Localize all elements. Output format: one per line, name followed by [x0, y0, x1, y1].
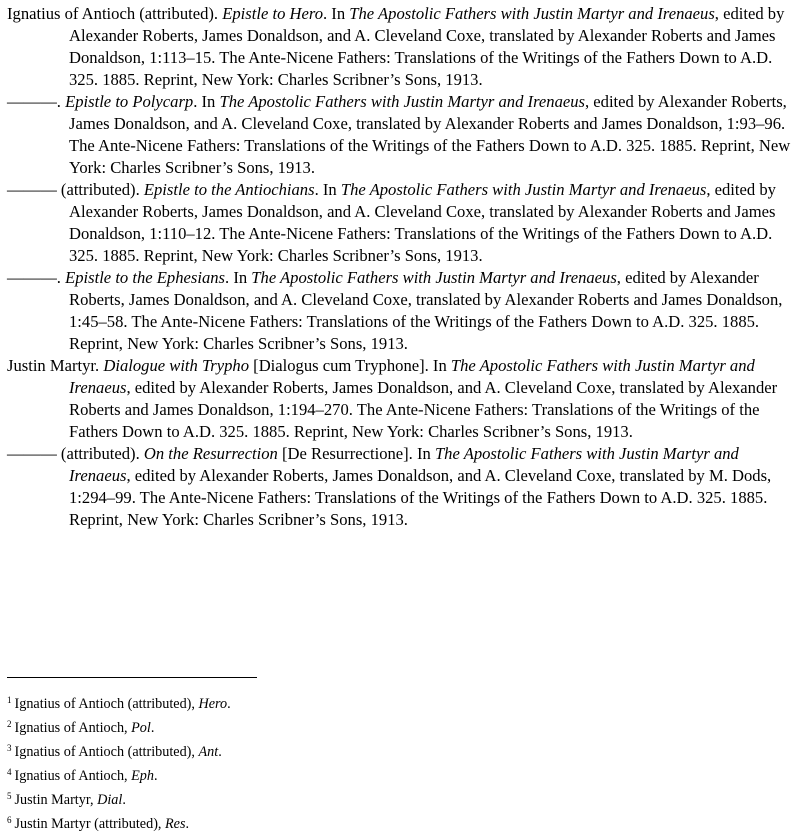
footnote-text: Ignatius of Antioch (attributed), [14, 744, 199, 760]
bib-title: Epistle to the Antiochians [143, 180, 315, 199]
bib-repeat-author-dash: ——— [7, 92, 57, 111]
footnote-text: Ignatius of Antioch, [14, 720, 132, 736]
bib-mid: . In [225, 268, 252, 287]
bib-entry-epistle-to-polycarp [7, 91, 793, 179]
footnote-number: 2 [7, 719, 12, 729]
footnote-end: . [218, 744, 222, 760]
footnotes [7, 690, 787, 834]
bib-entry-on-the-resurrection [7, 443, 793, 531]
footnote-5 [7, 786, 787, 810]
footnote-short-title: Pol [131, 720, 151, 736]
footnote-number: 1 [7, 695, 12, 705]
footnote-text: Ignatius of Antioch (attributed), [14, 696, 199, 712]
bib-entry-dialogue-with-trypho [7, 355, 793, 443]
bib-collection: The Apostolic Fathers with Justin Martyr and Irenaeus [69, 356, 755, 397]
footnote-short-title: Dial [97, 792, 123, 808]
footnote-separator [7, 677, 257, 678]
bib-rest: , edited by Alexander Roberts, James Donaldson, and A. Cleveland Coxe, translated by Alexander Roberts and James Donaldson, 1:93–96. The Ante-Nicene Fathers: Translations of the Writings of the Fathers Down to A.D. 325. 1885. Reprint, New York: Charles Scribner’s Sons, 1913. [69, 92, 791, 177]
bib-repeat-author-dash: ——— [7, 180, 57, 199]
bib-collection: The Apostolic Fathers with Justin Martyr and Irenaeus [349, 4, 715, 23]
bib-mid: . In [193, 92, 220, 111]
footnote-number: 5 [7, 791, 12, 801]
footnote-short-title: Hero [198, 696, 228, 712]
bib-title: On the Resurrection [143, 444, 278, 463]
bib-author: Ignatius of Antioch (attributed). [7, 4, 223, 23]
bibliography [7, 3, 793, 531]
footnote-end: . [122, 792, 126, 808]
bib-author: . [56, 268, 66, 287]
bib-collection: The Apostolic Fathers with Justin Martyr and Irenaeus [69, 444, 739, 485]
bib-author: Justin Martyr. [7, 356, 104, 375]
footnote-text: Justin Martyr (attributed), [14, 816, 166, 832]
bib-repeat-author-dash: ——— [7, 444, 57, 463]
bib-rest: , edited by Alexander Roberts, James Donaldson, and A. Cleveland Coxe, translated by Alexander Roberts and James Donaldson, 1:113–15. The Ante-Nicene Fathers: Translations of the Writings of the Fathers Down to A.D. 325. 1885. Reprint, New York: Charles Scribner’s Sons, 1913. [69, 4, 785, 89]
bib-entry-epistle-to-hero [7, 3, 793, 91]
bib-collection: The Apostolic Fathers with Justin Martyr and Irenaeus [251, 268, 617, 287]
bib-title: Dialogue with Trypho [103, 356, 250, 375]
footnote-3 [7, 738, 787, 762]
footnote-end: . [185, 816, 190, 832]
bib-mid: . In [323, 4, 350, 23]
bib-title: Epistle to Hero [222, 4, 323, 23]
footnote-short-title: Res [165, 816, 186, 832]
bib-rest: , edited by Alexander Roberts, James Donaldson, and A. Cleveland Coxe, translated by Alexander Roberts and James Donaldson, 1:45–58. The Ante-Nicene Fathers: Translations of the Writings of the Fathers Down to A.D. 325. 1885. Reprint, New York: Charles Scribner’s Sons, 1913. [69, 268, 783, 353]
footnote-end: . [154, 768, 158, 784]
footnote-number: 6 [7, 815, 12, 825]
footnote-2 [7, 714, 787, 738]
bib-entry-epistle-to-the-ephesians [7, 267, 793, 355]
footnote-number: 3 [7, 743, 12, 753]
footnote-6 [7, 810, 787, 834]
footnote-end: . [227, 696, 231, 712]
bib-author: (attributed). [56, 444, 144, 463]
bib-title: Epistle to the Ephesians [65, 268, 226, 287]
bib-entry-epistle-to-the-antiochians [7, 179, 793, 267]
bib-rest: , edited by Alexander Roberts, James Donaldson, and A. Cleveland Coxe, translated by M. Dods, 1:294–99. The Ante-Nicene Fathers: Translations of the Writings of the Fathers Down to A.D. 325. 1885. Reprint, New York: Charles Scribner’s Sons, 1913. [69, 466, 772, 529]
footnote-1 [7, 690, 787, 714]
footnote-short-title: Eph [131, 768, 154, 784]
bib-mid: . In [314, 180, 341, 199]
footnote-end: . [150, 720, 155, 736]
footnote-short-title: Ant [198, 744, 219, 760]
footnote-4 [7, 762, 787, 786]
bib-mid: [De Resurrectione]. In [277, 444, 435, 463]
bib-repeat-author-dash: ——— [7, 268, 57, 287]
footnote-text: Ignatius of Antioch, [14, 768, 132, 784]
bib-rest: , edited by Alexander Roberts, James Donaldson, and A. Cleveland Coxe, translated by Alexander Roberts and James Donaldson, 1:194–270. The Ante-Nicene Fathers: Translations of the Writings of the Fathers Down to A.D. 325. 1885. Reprint, New York: Charles Scribner’s Sons, 1913. [69, 378, 778, 441]
bib-rest: , edited by Alexander Roberts, James Donaldson, and A. Cleveland Coxe, translated by Alexander Roberts and James Donaldson, 1:110–12. The Ante-Nicene Fathers: Translations of the Writings of the Fathers Down to A.D. 325. 1885. Reprint, New York: Charles Scribner’s Sons, 1913. [69, 180, 776, 265]
footnote-text: Justin Martyr, [14, 792, 98, 808]
bib-title: Epistle to Polycarp [65, 92, 194, 111]
bib-author: . [56, 92, 66, 111]
footnote-number: 4 [7, 767, 12, 777]
bib-mid: [Dialogus cum Tryphone]. In [249, 356, 451, 375]
bib-author: (attributed). [56, 180, 144, 199]
bib-collection: The Apostolic Fathers with Justin Martyr and Irenaeus [219, 92, 585, 111]
bib-collection: The Apostolic Fathers with Justin Martyr and Irenaeus [340, 180, 707, 199]
